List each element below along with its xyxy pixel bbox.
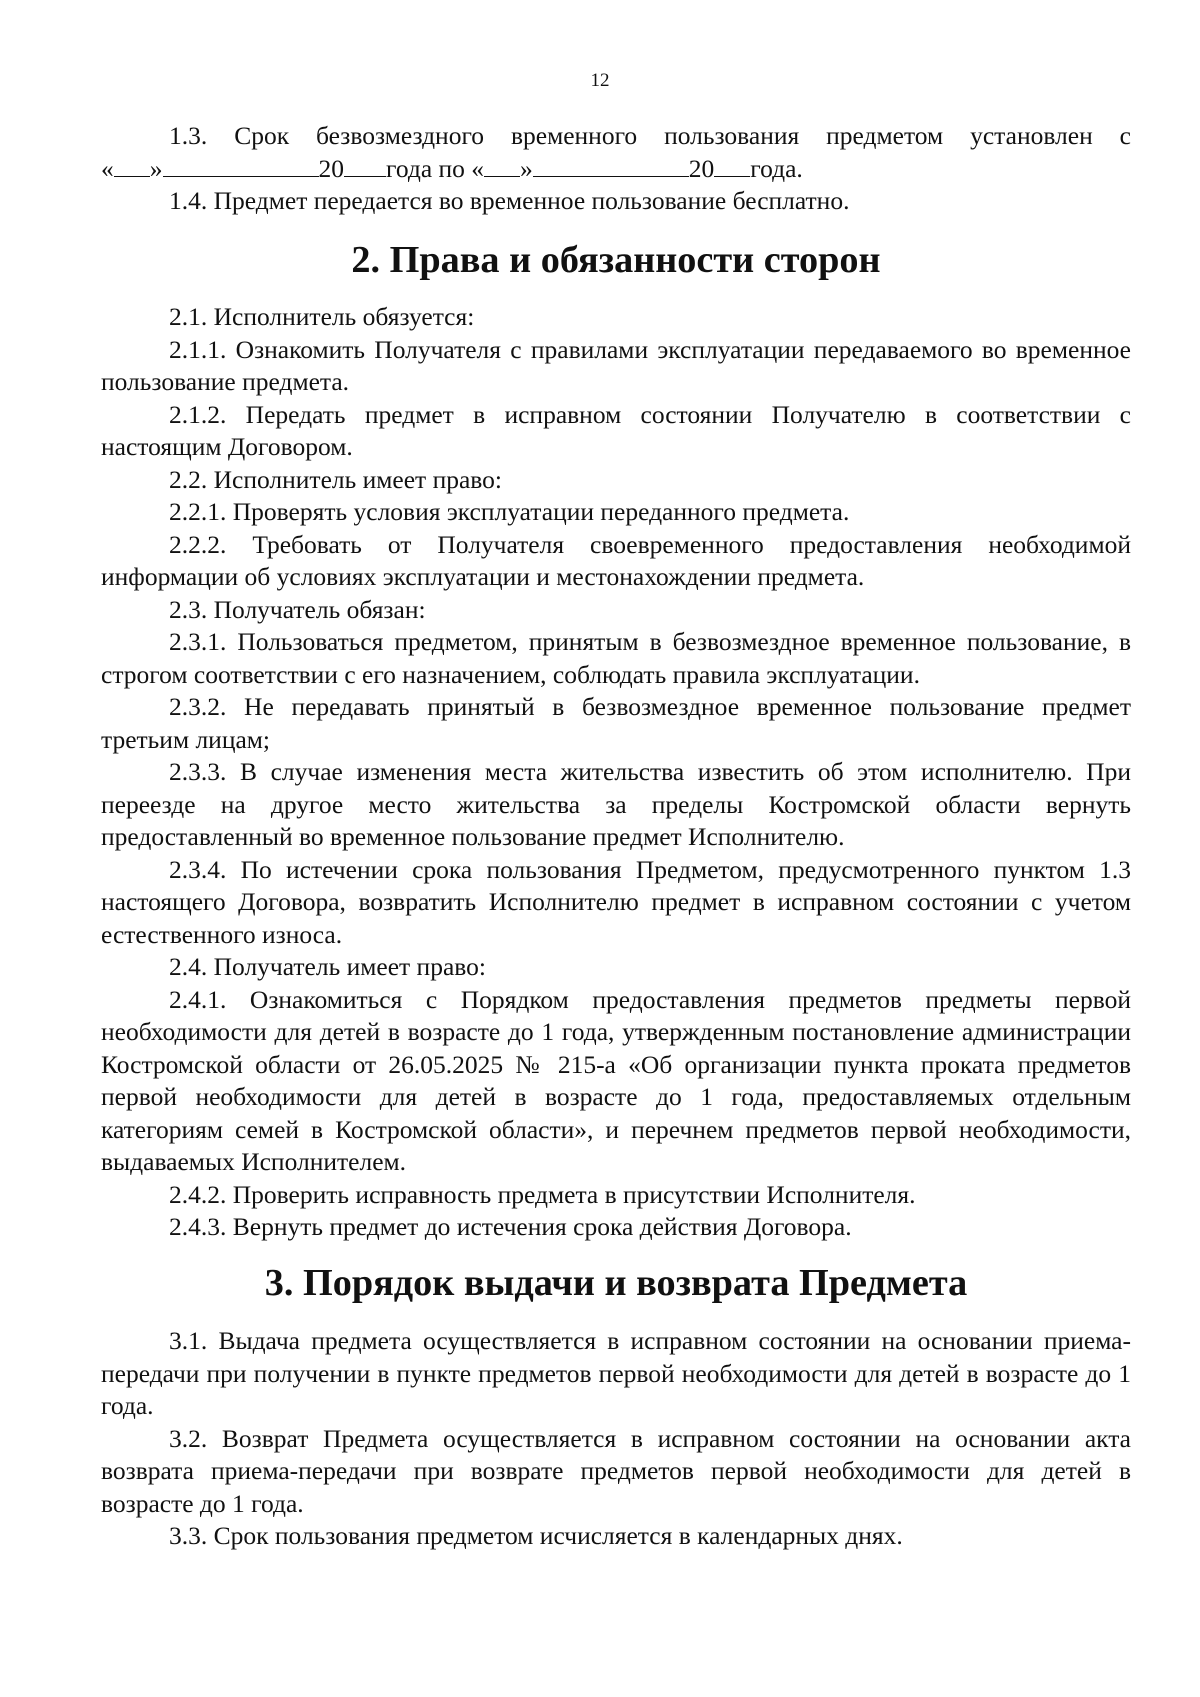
clause-2-4-2: 2.4.2. Проверить исправность предмета в присутствии Исполнителя. (169, 1179, 916, 1209)
clause-2-2-1: 2.2.1. Проверять условия эксплуатации переданного предмета. (169, 497, 850, 526)
section-2-title: 2. Права и обязанности сторон (351, 238, 881, 281)
page-number: 12 (590, 70, 610, 91)
date-to-open-quote: « (471, 153, 485, 183)
date-from-year-blank[interactable] (344, 154, 386, 177)
clause-2-1-1: 2.1.1. Ознакомить Получателя с правилами эксплуатации передаваемого во временное пользование предмета. (101, 334, 1131, 396)
clause-2-4-3: 2.4.3. Вернуть предмет до истечения срока действия Договора. (169, 1212, 852, 1241)
clause-2-2: 2.2. Исполнитель имеет право: (169, 464, 502, 494)
clause-1-4: 1.4. Предмет передается во временное пользование бесплатно. (169, 186, 850, 215)
clause-2-4: 2.4. Получатель имеет право: (169, 952, 486, 981)
date-to-close-quote: » (520, 153, 533, 183)
clause-3-1: 3.1. Выдача предмета осуществляется в исправном состоянии на основании приема-передачи при получении в пункте предметов первой необходимости для детей в возрасте до 1 года. (101, 1326, 1131, 1420)
section-3-title: 3. Порядок выдачи и возврата Предмета (264, 1261, 968, 1304)
clause-2-3-2: 2.3.2. Не передавать принятый в безвозмездное временное пользование предмет третьим лицам; (101, 692, 1131, 754)
clause-2-3-3: 2.3.3. В случае изменения места жительства известить об этом исполнителю. При переезде на другое место жительства за пределы Костромской области вернуть предоставленный во временное пользование предмет Исполнителю. (101, 757, 1131, 851)
date-to-day-blank[interactable] (484, 154, 520, 177)
clause-2-2-2: 2.2.2. Требовать от Получателя своевременного предоставления необходимой информации об условиях эксплуатации и местонахождении предмета. (101, 529, 1131, 591)
document-body (101, 120, 1131, 1553)
clause-2-1-2: 2.1.2. Передать предмет в исправном состоянии Получателю в соответствии с настоящим Договором. (101, 399, 1131, 461)
clause-3-2: 3.2. Возврат Предмета осуществляется в исправном состоянии на основании акта возврата приема-передачи при возврате предметов первой необходимости для детей в возрасте до 1 года. (101, 1423, 1131, 1518)
date-end-text: года. (750, 153, 803, 183)
date-to-year-prefix: 20 (688, 153, 715, 183)
date-from-month-blank[interactable] (163, 154, 319, 177)
date-from-year-prefix: 20 (318, 153, 344, 183)
clause-2-3: 2.3. Получатель обязан: (169, 594, 426, 624)
date-mid-text: года по (386, 153, 465, 183)
clause-2-1: 2.1. Исполнитель обязуется: (169, 302, 475, 331)
date-to-month-blank[interactable] (533, 154, 689, 177)
clause-1-3: 1.3. Срок безвозмездного временного пользования предметом установлен с (169, 121, 1131, 150)
date-from-day-blank[interactable] (114, 154, 150, 177)
date-from-open-quote: « (101, 153, 114, 183)
date-to-year-blank[interactable] (714, 154, 750, 177)
clause-3-3: 3.3. Срок пользования предметом исчисляется в календарных днях. (169, 1521, 903, 1550)
clause-2-3-1: 2.3.1. Пользоваться предметом, принятым в безвозмездное временное пользование, в строгом соответствии с его назначением, соблюдать правила эксплуатации. (101, 627, 1131, 689)
date-range-line (101, 153, 1131, 186)
clause-2-3-4: 2.3.4. По истечении срока пользования Предметом, предусмотренного пунктом 1.3 настоящего Договора, возвратить Исполнителю предмет в исправном состоянии с учетом естественного износа. (101, 854, 1131, 949)
clause-2-4-1: 2.4.1. Ознакомиться с Порядком предоставления предметов предметы первой необходимости для детей в возрасте до 1 года, утвержденным постановление администрации Костромской области от 26.05.2025 № 215-а «Об организации пункта проката предметов первой необходимости для детей в возрасте до 1 года, предоставляемых отдельным категориям семей в Костромской области», и перечнем предметов первой необходимости, выдаваемых Исполнителем. (101, 984, 1131, 1176)
date-from-close-quote: » (149, 153, 163, 183)
